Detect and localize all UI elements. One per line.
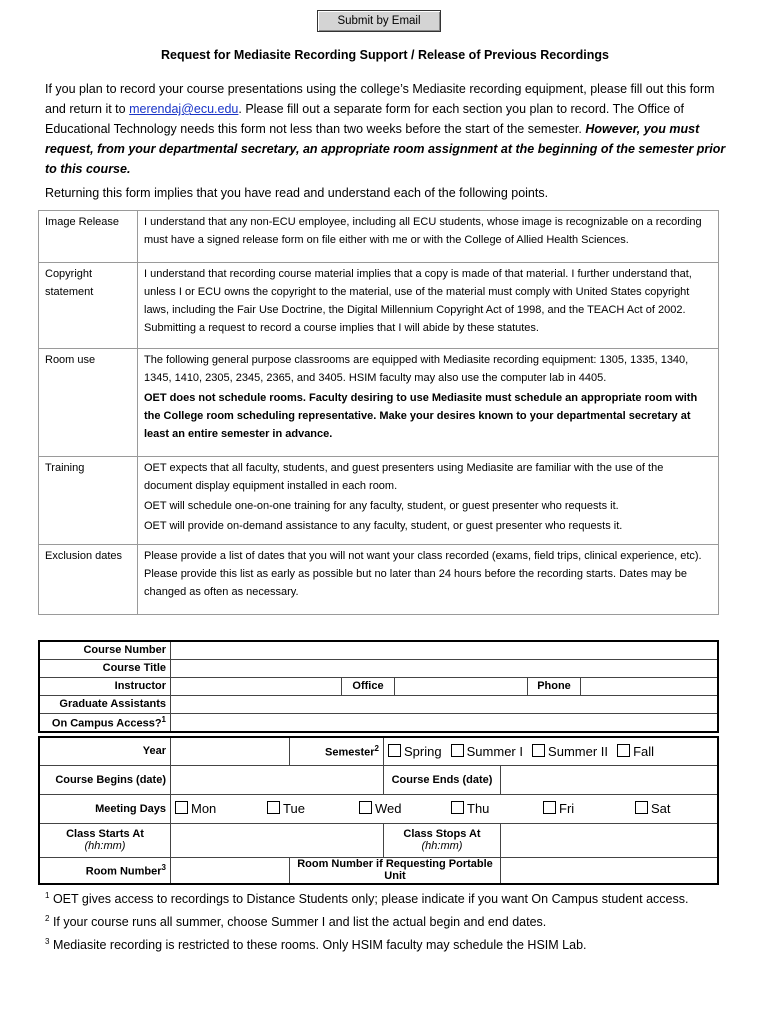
class-starts-label [39,823,171,857]
room-number-label [39,857,171,884]
course-title-field[interactable] [171,659,719,677]
instructor-field[interactable] [171,677,342,695]
checkbox[interactable] [451,801,464,814]
footnote-ref: 3 [161,862,166,872]
lead-text: Returning this form implies that you have read and understand each of the following points. [45,186,549,200]
semester-text: Semester [325,746,375,759]
portable-room-field[interactable] [501,857,719,884]
option-label: Summer I [466,743,523,759]
table-row [39,713,718,732]
table-row [39,695,718,713]
course-number-field[interactable] [171,641,719,659]
point-text: I understand that recording course material implies that a copy is made of that material. I further understand that, unless I or ECU owns the copyright to the material, use of the material must comply with United States copyright laws, including the Fair Use Doctrine, the Digital Millennium Copyright Act of 1998, and the TEACH Act of 2002. Submitting a request to record a course implies that I will abide by these statutes. [138,263,719,349]
checkbox[interactable] [175,801,188,814]
checkbox[interactable] [388,744,401,757]
point-label: Exclusion dates [39,545,138,615]
point-text: I understand that any non-ECU employee, including all ECU students, whose image is recognizable on a recording must have a signed release form on file either with me or with the College of Allied Health Sciences. [138,211,719,263]
day-option-sat[interactable] [635,801,695,816]
on-campus-access-label [39,713,171,732]
point-text: OET will provide on-demand assistance to any faculty, student, or guest presenter who requests it. [144,520,623,532]
year-field[interactable] [171,737,290,765]
office-label: Office [342,677,395,695]
point-bold-text [144,389,712,443]
footnote-marker: 2 [45,914,50,924]
course-ends-label: Course Ends (date) [384,765,501,794]
point-cell [138,457,719,545]
point-label: Image Release [39,211,138,263]
footnotes [45,886,745,955]
table-row [39,659,718,677]
day-option-wed[interactable] [359,801,451,816]
point-text: OET will schedule one-on-one training for any faculty, student, or guest presenter who requests it. [144,500,619,512]
option-label: Summer II [548,743,609,759]
point-bold: OET does not schedule rooms. Faculty desiring to use Mediasite must schedule an appropriate room with the College room scheduling representative. Make your desires known to your departmental secretary at least an entire semester in advance. [144,392,698,440]
checkbox[interactable] [451,744,464,757]
point-label: Training [39,457,138,545]
room-number-field[interactable] [171,857,290,884]
semester-option-summer-1[interactable] [451,744,523,759]
point-cell [138,349,719,457]
time-format-hint: (hh:mm) [84,840,126,852]
option-label: Fall [633,743,655,759]
class-starts-field[interactable] [171,823,384,857]
semester-options [384,737,719,765]
meeting-days-options [171,794,719,823]
table-row [39,677,718,695]
point-label: Room use [39,349,138,457]
table-row [39,545,719,615]
class-stops-text: Class Stops At [403,828,481,840]
footnote-ref: 1 [161,714,166,724]
table-row [39,457,719,545]
day-option-mon[interactable] [175,801,267,816]
option-label: Mon [191,801,217,816]
option-label: Wed [375,801,402,816]
checkbox[interactable] [617,744,630,757]
year-label: Year [39,737,171,765]
option-label: Sat [651,801,671,816]
graduate-assistants-field[interactable] [171,695,719,713]
semester-option-spring[interactable] [388,744,442,759]
graduate-assistants-label: Graduate Assistants [39,695,171,713]
footnote-1 [45,886,745,909]
checkbox[interactable] [543,801,556,814]
table-row [39,857,718,884]
table-row [39,349,719,457]
day-option-tue[interactable] [267,801,359,816]
point-text: The following general purpose classrooms are equipped with Mediasite recording equipment: 1305, 1335, 1340, 1345, 1410, 2305, 2345, 2365, and 3405. HSIM faculty may also use the computer lab in 4405. [144,354,689,384]
table-row [39,211,719,263]
course-begins-field[interactable] [171,765,384,794]
option-label: Tue [283,801,305,816]
class-stops-label [384,823,501,857]
checkbox[interactable] [635,801,648,814]
day-option-thu[interactable] [451,801,543,816]
phone-field[interactable] [581,677,719,695]
intro-text-2: . Please fill out a separate form for each section you plan to record. The Office of Educational Technology needs this form not less than two weeks before the start of the semester. [45,102,684,136]
instructor-label: Instructor [39,677,171,695]
table-row [39,823,718,857]
course-ends-field[interactable] [501,765,719,794]
table-row [39,794,718,823]
table-row [39,737,718,765]
checkbox[interactable] [359,801,372,814]
option-label: Fri [559,801,575,816]
course-title-label: Course Title [39,659,171,677]
footnote-text: OET gives access to recordings to Distance Students only; please indicate if you want On Campus student access. [52,892,689,907]
time-format-hint: (hh:mm) [421,840,463,852]
course-number-label: Course Number [39,641,171,659]
option-label: Spring [404,743,442,759]
table-row [39,765,718,794]
semester-option-summer-2[interactable] [532,744,608,759]
semester-option-fall[interactable] [617,744,654,759]
semester-label [290,737,384,765]
footnote-3 [45,932,745,955]
footnote-text: Mediasite recording is restricted to these rooms. Only HSIM faculty may schedule the HSIM Lab. [52,938,587,953]
intro-emphasis: However, you must request, from your departmental secretary, an appropriate room assignment at the beginning of the semester prior to this course. [45,122,726,176]
points-table [38,210,719,615]
table-row [39,641,718,659]
on-campus-access-field[interactable] [171,713,719,732]
course-info-form [38,640,719,733]
point-text: Please provide a list of dates that you will not want your class recorded (exams, field trips, clinical experience, etc). Please provide this list as early as possible but no later than 24 hours before the recording starts. Dates may be changed as often as necessary. [138,545,719,615]
meeting-days-label: Meeting Days [39,794,171,823]
intro-paragraph [45,79,735,179]
point-text: OET expects that all faculty, students, and guest presenters using Mediasite are familiar with the use of the document display equipment installed in each room. [144,462,664,492]
schedule-form [38,736,719,885]
portable-room-label: Room Number if Requesting Portable Unit [290,857,501,884]
submit-by-email-button[interactable]: Submit by Email [317,10,441,32]
footnote-marker: 3 [45,937,50,947]
course-begins-label: Course Begins (date) [39,765,171,794]
day-option-fri[interactable] [543,801,635,816]
on-campus-access-text: On Campus Access? [51,717,162,730]
phone-label: Phone [528,677,581,695]
checkbox[interactable] [532,744,545,757]
class-starts-text: Class Starts At [66,828,144,840]
point-label: Copyright statement [39,263,138,349]
checkbox[interactable] [267,801,280,814]
footnote-2 [45,909,745,932]
class-stops-field[interactable] [501,823,719,857]
email-link[interactable]: merendaj@ecu.edu [129,102,239,116]
room-number-text: Room Number [85,865,162,878]
footnote-ref: 2 [374,743,379,753]
footnote-text: If your course runs all summer, choose Summer I and list the actual begin and end dates. [52,915,547,930]
office-field[interactable] [395,677,528,695]
option-label: Thu [467,801,490,816]
footnote-marker: 1 [45,891,50,900]
form-title: Request for Mediasite Recording Support / Release of Previous Recordings [160,48,609,62]
intro-text-1: If you plan to record your course presentations using the college’s Mediasite recording equipment, please fill out this form and return it to [45,82,715,116]
table-row [39,263,719,349]
